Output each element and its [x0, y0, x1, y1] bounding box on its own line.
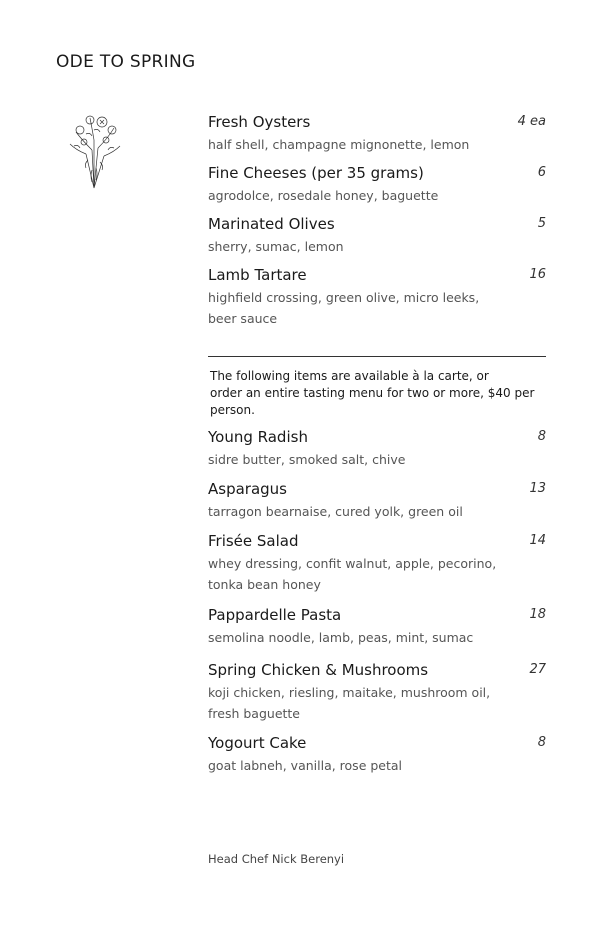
item-name: Marinated Olives: [208, 215, 335, 233]
menu-item-marinated-olives: [208, 214, 546, 265]
menu-item-fresh-oysters: [208, 112, 546, 163]
item-price: 14: [529, 533, 546, 548]
item-name: Spring Chicken & Mushrooms: [208, 661, 429, 679]
menu-item-pappardelle-pasta: [208, 605, 546, 660]
item-description: semolina noodle, lamb, peas, mint, sumac: [208, 630, 474, 645]
item-description: sidre butter, smoked salt, chive: [208, 452, 406, 467]
starter-list: [208, 112, 546, 329]
item-description: highfield crossing, green olive, micro leeks,: [208, 290, 480, 305]
item-price: 8: [537, 735, 546, 750]
item-price: 16: [529, 267, 546, 282]
item-description-cont: fresh baguette: [208, 706, 300, 721]
item-name: Asparagus: [208, 480, 287, 498]
item-name: Frisée Salad: [208, 532, 299, 550]
item-price: 6: [537, 165, 546, 180]
item-price: 27: [529, 662, 546, 677]
item-description-cont: beer sauce: [208, 311, 278, 326]
item-price: 18: [529, 607, 546, 622]
menu-item-frisee-salad: [208, 531, 546, 605]
section-divider: [208, 356, 546, 357]
item-name: Young Radish: [208, 428, 308, 446]
item-price: 4 ea: [517, 114, 546, 129]
head-chef-credit: Head Chef Nick Berenyi: [208, 852, 345, 866]
note-line-1: The following items are available à la carte, or: [210, 369, 489, 383]
herb-bouquet-icon: [64, 110, 124, 190]
item-name: Pappardelle Pasta: [208, 606, 342, 624]
item-description: goat labneh, vanilla, rose petal: [208, 758, 403, 773]
item-description: sherry, sumac, lemon: [208, 239, 344, 254]
item-name: Yogourt Cake: [208, 734, 307, 752]
item-name: Fresh Oysters: [208, 113, 311, 131]
menu-item-yogourt-cake: [208, 733, 546, 776]
item-description: half shell, champagne mignonette, lemon: [208, 137, 470, 152]
item-description: koji chicken, riesling, maitake, mushroom oil,: [208, 685, 491, 700]
item-price: 8: [537, 429, 546, 444]
item-price: 13: [529, 481, 546, 496]
menu-item-young-radish: [208, 427, 546, 479]
menu-item-asparagus: [208, 479, 546, 531]
item-description: tarragon bearnaise, cured yolk, green oil: [208, 504, 463, 519]
item-description: agrodolce, rosedale honey, baguette: [208, 188, 439, 203]
item-name: Fine Cheeses (per 35 grams): [208, 164, 424, 182]
tasting-list: [208, 427, 546, 776]
menu-item-fine-cheeses: [208, 163, 546, 214]
menu-item-spring-chicken: [208, 660, 546, 733]
tasting-menu-note: [210, 368, 550, 419]
menu-item-lamb-tartare: [208, 265, 546, 329]
menu-title: ODE TO SPRING: [56, 52, 196, 72]
item-description-cont: tonka bean honey: [208, 577, 321, 592]
item-price: 5: [537, 216, 546, 231]
item-name: Lamb Tartare: [208, 266, 307, 284]
note-line-2: order an entire tasting menu for two or more, $40 per person.: [210, 386, 535, 417]
item-description: whey dressing, confit walnut, apple, pecorino,: [208, 556, 497, 571]
